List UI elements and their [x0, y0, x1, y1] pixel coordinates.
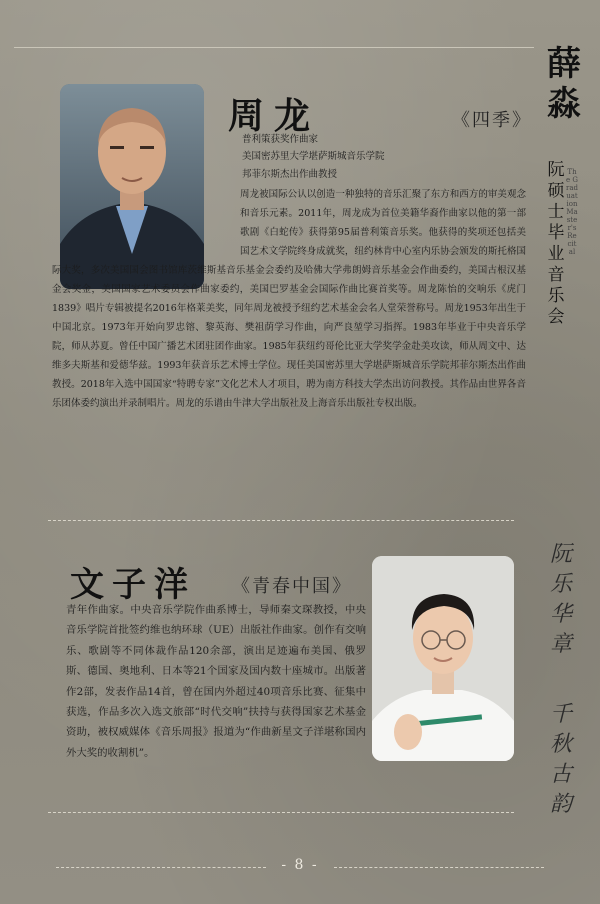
- concert-title: 阮硕士毕业音乐会: [547, 160, 565, 327]
- calligraphy-top: 阮乐华章: [549, 542, 572, 657]
- composer2-work-title: 《青春中国》: [232, 576, 352, 597]
- composer1-name: 周龙: [228, 95, 321, 137]
- page-number: - 8 -: [281, 857, 319, 873]
- composer2-bio-block: [66, 600, 514, 765]
- composer1-honor: 邦菲尔斯杰出作曲教授: [242, 169, 338, 180]
- composer1-bio: 周龙被国际公认以创造一种独特的音乐汇聚了东方和西方的审美观念和音乐元素。2011年，周龙成为首位美籍华裔作曲家以他的第一部歌剧《白蛇传》获得第95届普利策音乐奖。他获得的奖项还包括美国艺术文学院终身成就奖，纽约林肯中心室内乐协会颁发的斯托格国际大奖，多次美国国会图书馆库茨维斯基音乐基金会委约及哈佛大学弗朗姆音乐基金会作曲委约，美国古根汉基金会奖金，美国国家艺术委员会作曲家委约，美国巴罗基金会国际作曲比赛首奖等。周龙陈怡的交响乐《虎门1839》唱片专辑被提名2016年格莱美奖，同年周龙被授予纽约艺术基金会名人堂荣誉称号。周龙1953年出生于中国北京。1973年开始向罗忠镕、黎英海、樊祖荫学习作曲，向严良堃学习指挥。1983年毕业于中央音乐学院，师从苏夏。曾任中国广播艺术团驻团作曲家。1985年获纽约哥伦比亚大学奖学金赴美攻读，师从周文中、达维多夫斯基和爱德华兹。1993年获音乐艺术博士学位。现任美国密苏里大学堪萨斯城音乐学院邦菲尔斯杰出作曲教授。2018年入选中国国家“特聘专家”文化艺术人才项目，聘为南方科技大学杰出访问教授。其作品由世界各音乐团体委约演出并录制唱片。周龙的乐谱由牛津大学出版社及上海音乐出版社专权出版。: [52, 189, 526, 409]
- section-divider: [48, 520, 514, 521]
- section-divider: [48, 812, 514, 813]
- composer1-bio-block: [52, 185, 526, 413]
- composer1-work-title: 《四季》: [452, 110, 532, 131]
- concert-subtitle-en: The Graduation Master's Recital: [566, 168, 579, 256]
- bio-wrap-spacer: [52, 185, 240, 261]
- performer-name: 薛淼: [547, 44, 581, 124]
- calligraphy-bottom: 千秋古韵: [549, 702, 572, 817]
- bio-wrap-spacer: [366, 600, 514, 765]
- recital-title: [536, 44, 592, 124]
- top-divider: [14, 47, 534, 48]
- composer1-honor: 普利策获奖作曲家: [242, 134, 319, 145]
- composer2-name: 文子洋: [70, 565, 196, 605]
- composer1-honor: 美国密苏里大学堪萨斯城音乐学院: [242, 151, 385, 162]
- composer2-bio: 青年作曲家。中央音乐学院作曲系博士，导师秦文琛教授，中央音乐学院首批签约维也纳环球（UE）出版社作曲家。创作有交响乐、歌剧等不同体裁作品120余部，演出足迹遍布美国、俄罗斯、德国、奥地利、日本等21个国家及国内数十座城市。出版著作2部，发表作品14首，曾在国内外超过40项音乐比赛、征集中获选，作品多次入选文旅部“时代交响”扶持与获得国家艺术基金资助，被权威媒体《音乐周报》报道为“作曲新星文子洋堪称国内外大奖的收割机”。: [66, 604, 366, 759]
